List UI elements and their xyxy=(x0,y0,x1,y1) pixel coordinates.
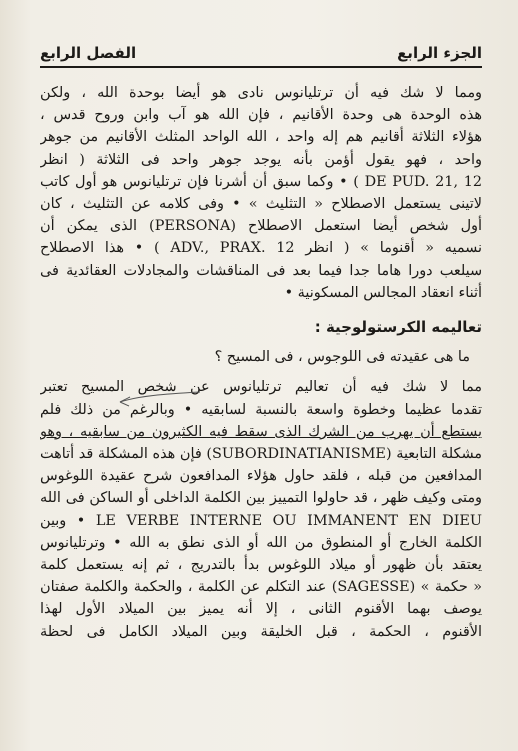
pencil-arrow-mark xyxy=(118,390,202,410)
text-line: « حكمة » (SAGESSE) عند التكلم عن الكلمة ، والحكمة والكلمة صفتان xyxy=(40,579,482,596)
section-question: ما هى عقيدته فى اللوجوس ، فى المسيح ؟ xyxy=(214,349,470,366)
text-line: لاتينى يستعمل الاصطلاح « التثليث » • وفى كلامه عن التثليث ، كان xyxy=(40,196,482,213)
text-line: نسميه « أقنوما » ( انظر ADV., PRAX. 12 ) • هذا الاصطلاح xyxy=(40,240,482,257)
text-line: الكلمة الخارج أو المنطوق من الله أو الذى نطق به الله • وترتليانوس xyxy=(40,534,482,551)
running-header xyxy=(40,36,482,68)
header-part-title: الجزء الرابع xyxy=(397,44,482,62)
text-line: LE VERBE INTERNE OU IMMANENT EN DIEU • وبين xyxy=(40,512,482,529)
text-line: هؤلاء الثلاثة أقانيم هم إله واحد ، الله الواحد المثلث الأقانيم من جوهر xyxy=(40,129,482,146)
paragraph-trinity xyxy=(40,82,482,304)
text-line: هذه الوحدة هى وحدة الأقانيم ، فإن الله هو آب وابن وروح قدس ، xyxy=(40,107,482,124)
text-line: يوصف بهما الأقنوم الثانى ، إلا أنه يميز بين الميلاد الأول لهذا xyxy=(40,601,482,618)
text-line: المدافعين من قبله ، فلقد حاول هؤلاء المدافعون شرح عقيدة اللوغوس xyxy=(40,468,482,485)
header-chapter-title: الفصل الرابع xyxy=(40,44,137,62)
section-heading: تعاليمه الكرستولوجية : xyxy=(314,318,482,337)
text-line: سيلعب دورا هاما جدا فيما بعد فى المناقشات والمجادلات العقائدية فى xyxy=(40,262,482,279)
text-line: يعتقد بأن ظهور أو ميلاد اللوغوس بدأ بالتدريج ، ثم إنه يستعمل كلمة xyxy=(40,557,482,574)
text-line: ومتى وكيف ظهر ، قد حاولوا التمييز بين الكلمة الداخلى أو الساكن فى الله xyxy=(40,490,482,507)
text-line: DE PUD. 21, 12 ) • وكما سبق أن أشرنا فإن ترتليانوس هو أول كاتب xyxy=(40,173,482,190)
text-line: ومما لا شك فيه أن ترتليانوس نادى هو أيضا بوحدة الله ، ولكن xyxy=(40,85,482,101)
text-line: واحد ، فهو يقول أؤمن بأنه يوجد جوهر واحد فى الثلاثة ( انظر xyxy=(40,151,482,168)
paragraph-logos xyxy=(40,376,482,642)
text-line-underlined: يستطع أن يهرب من الشرك الذى سقط فيه الكثيرون من سابقيه ، وهو xyxy=(40,423,482,440)
text-line: مشكلة التابعية (SUBORDINATIANISME) فإن هذه المشكلة قد أتاهت xyxy=(40,446,482,463)
page-body xyxy=(40,82,482,643)
text-line: مما لا شك فيه أن تعاليم ترتليانوس عن شخص المسيح تعتبر xyxy=(40,379,482,396)
text-line: تقدما عظيما وخطوة واسعة بالنسبة لسابقيه • وبالرغم من ذلك فلم xyxy=(40,401,482,418)
text-line: أول شخص أيضا استعمل الاصطلاح (PERSONA) الذى يمكن أن xyxy=(40,218,482,235)
text-line: أثناء انعقاد المجالس المسكونية • xyxy=(284,284,482,301)
text-line: الأقنوم ، الحكمة ، قبل الخليقة وبين الميلاد الكامل فى لحظة xyxy=(40,623,482,640)
